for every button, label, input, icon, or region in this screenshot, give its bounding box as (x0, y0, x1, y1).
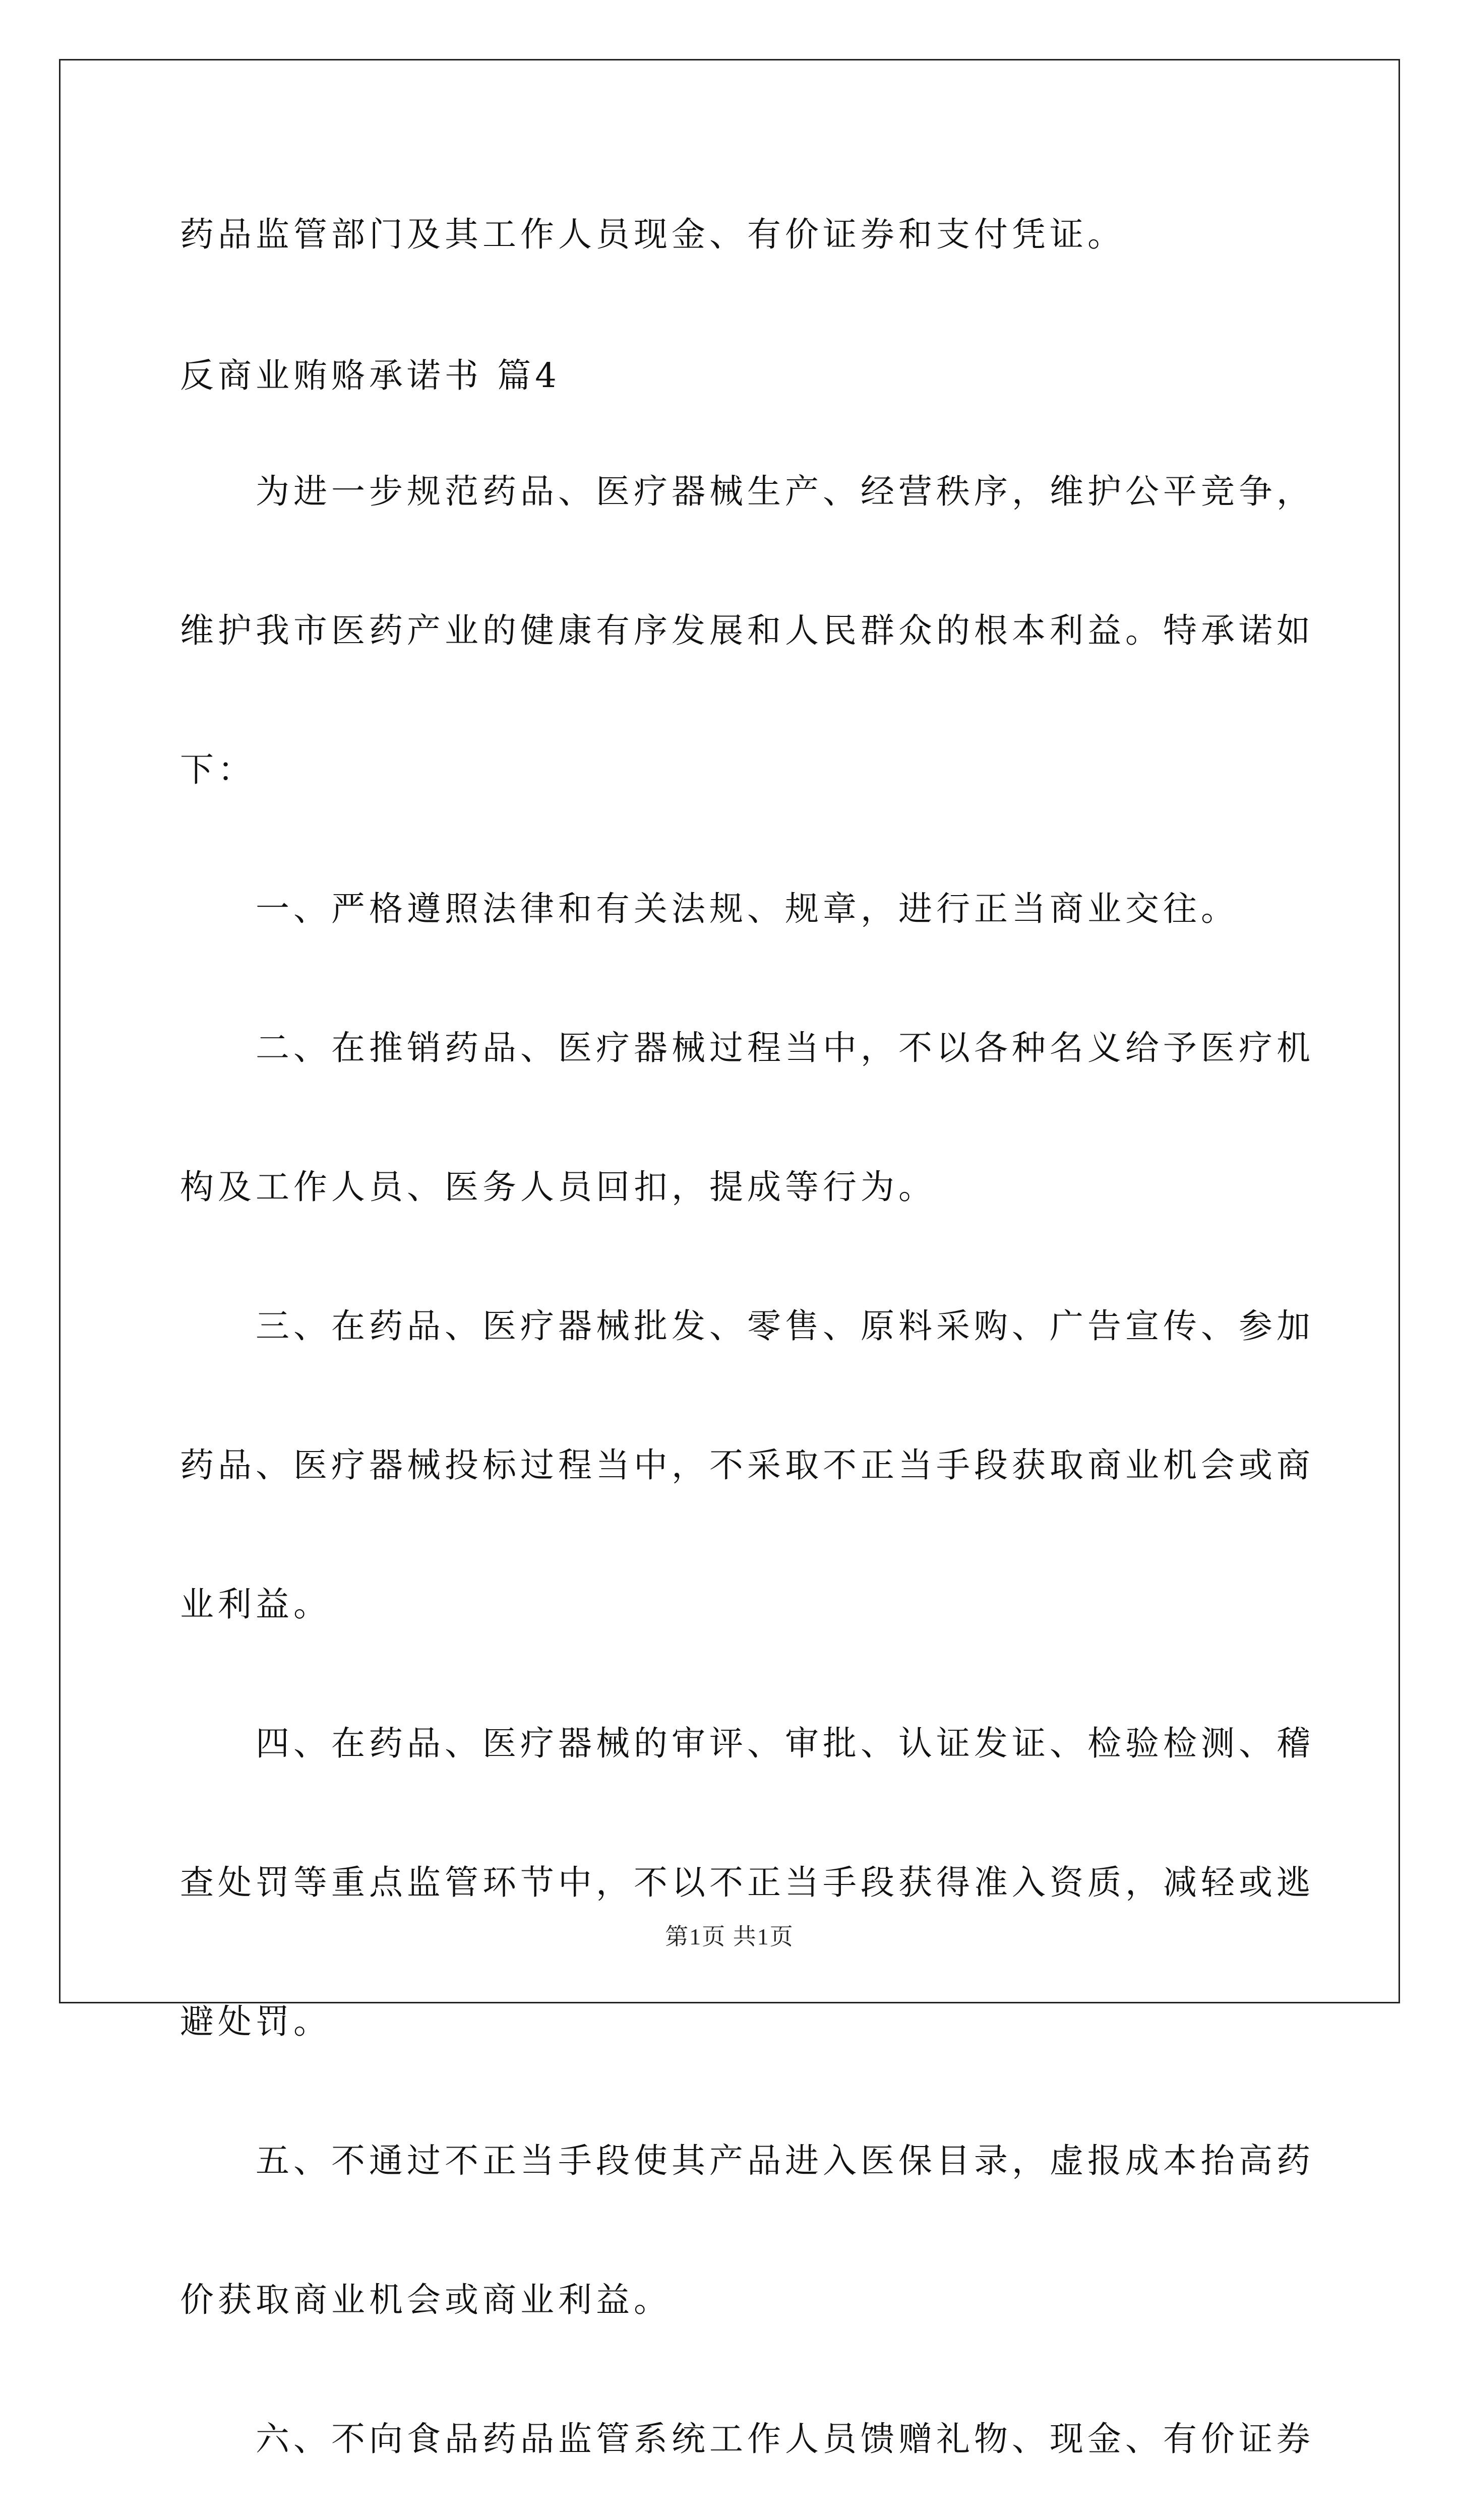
paragraph-item-3 (180, 1288, 1314, 1642)
text-line: 价获取商业机会或商业利益。 (180, 2280, 672, 2319)
text-line: 下： (180, 750, 256, 789)
text-line: 药品、医疗器械投标过程当中，不采取不正当手段获取商业机会或商 (180, 1445, 1314, 1485)
paragraph-item-5 (180, 2123, 1314, 2338)
text-line: 构及工作人员、医务人员回扣，提成等行为。 (180, 1167, 936, 1207)
paragraph-item-4 (180, 1706, 1314, 2059)
paragraph-item-1 (180, 871, 1289, 947)
section-heading: 反商业贿赂承诺书 篇4 (180, 356, 561, 395)
text-line: 五、不通过不正当手段使其产品进入医保目录，虚报成本抬高药 (256, 2141, 1314, 2180)
paragraph-item-2 (180, 1010, 1314, 1225)
paragraph-intro (180, 454, 1314, 807)
text-line: 药品监管部门及其工作人员现金、有价证券和支付凭证。 (180, 215, 1125, 254)
text-line: 为进一步规范药品、医疗器械生产、经营秩序，维护公平竞争， (256, 472, 1314, 511)
text-line: 查处罚等重点监管环节中，不以不正当手段获得准入资质，减轻或逃 (180, 1863, 1314, 1902)
text-line: 三、在药品、医疗器械批发、零售、原料采购、广告宣传、参加 (256, 1306, 1314, 1346)
text-line: 业利益。 (180, 1585, 331, 1624)
text-line: 六、不向食品药品监管系统工作人员馈赠礼物、现金、有价证券 (256, 2419, 1314, 2459)
page-number-footer: 第1页 共1页 (665, 1924, 794, 1949)
text-line: 一、严格遵照法律和有关法规、规章，进行正当商业交往。 (256, 889, 1239, 928)
text-line: 四、在药品、医疗器械的审评、审批、认证发证、检验检测、稽 (256, 1724, 1314, 1763)
text-line: 维护我市医药产业的健康有序发展和人民群众的根本利益。特承诺如 (180, 611, 1314, 650)
text-line: 避处罚。 (180, 2002, 331, 2041)
document-body (180, 197, 1314, 2520)
paragraph-item-6 (180, 2401, 1314, 2477)
text-line: 二、在推销药品、医疗器械过程当中，不以各种名义给予医疗机 (256, 1028, 1314, 1067)
